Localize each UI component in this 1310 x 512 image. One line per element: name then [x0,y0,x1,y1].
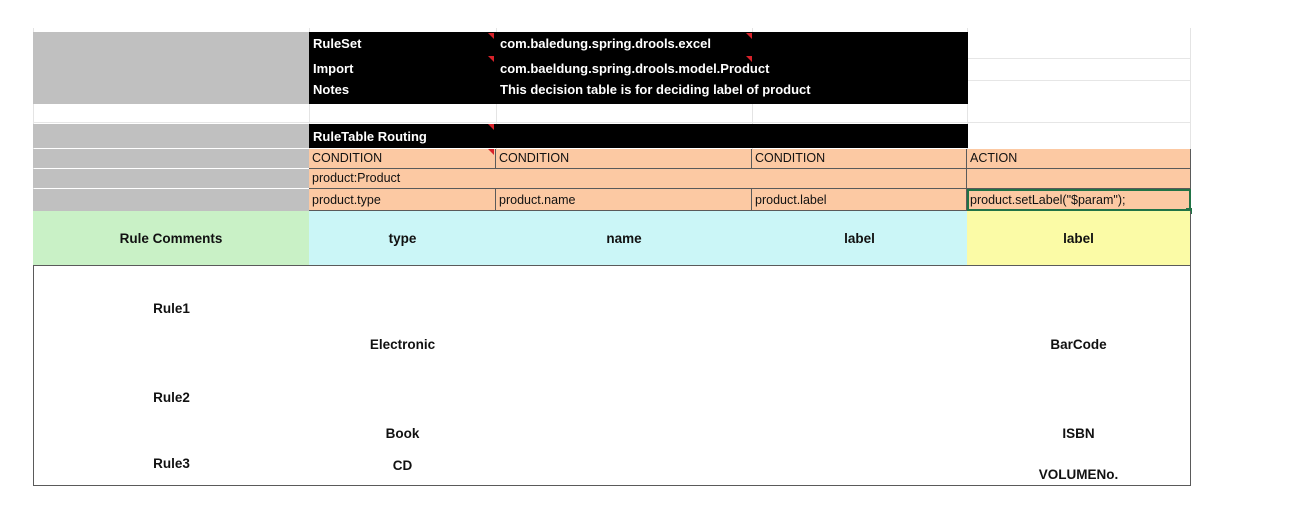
type-cell[interactable] [309,149,496,169]
column-header: type [388,230,417,246]
expression-cell[interactable] [752,189,967,211]
rule-action: BarCode [1050,337,1107,352]
empty-cell[interactable] [752,266,968,356]
expression-cell[interactable] [309,189,496,211]
rule-type-cell[interactable] [309,355,497,446]
comment-indicator-icon[interactable] [746,56,752,62]
column-header-cell[interactable] [967,211,1191,266]
import-value: com.baeldung.spring.drools.model.Product [500,61,770,76]
column-header-cell[interactable] [309,211,497,266]
rule-type-cell[interactable] [309,445,497,486]
rule-name: Rule3 [153,456,190,471]
rule-type-cell[interactable] [309,266,497,356]
rule-action-cell[interactable] [967,355,1191,446]
empty-cell[interactable] [496,445,753,486]
expression-text: product.label [755,193,827,207]
expression-text: product.name [499,193,576,207]
expression-text: product.type [312,193,381,207]
empty-cell[interactable] [496,355,753,446]
column-header-cell[interactable] [752,211,968,266]
ruletable-title-cell[interactable] [309,124,968,148]
type-cell[interactable] [967,149,1191,169]
ruleset-key: RuleSet [313,36,362,51]
type-cell[interactable] [496,149,752,169]
rule-action: VOLUMENo. [1038,467,1119,482]
rule-action: ISBN [1062,426,1095,441]
empty-cell[interactable] [752,355,968,446]
rule-name: Rule2 [153,390,190,405]
row-label-cell[interactable] [33,189,309,211]
import-key: Import [313,61,354,76]
header-key-cell[interactable] [309,55,496,80]
type-label: ACTION [970,151,1018,165]
header-key-cell[interactable] [309,80,496,104]
header-key-cell[interactable] [309,32,496,55]
empty-cell[interactable] [496,266,753,356]
column-header-cell[interactable] [496,211,753,266]
rule-action-cell[interactable] [967,445,1191,486]
comments-header-cell[interactable] [33,211,310,266]
comment-indicator-icon[interactable] [488,33,494,39]
comment-indicator-icon[interactable] [488,56,494,62]
gridline [33,122,1190,123]
expression-text: product.setLabel("$param"); [970,193,1126,207]
column-header: label [1063,230,1094,246]
type-label: CONDITION [755,151,826,165]
empty-cell[interactable] [752,445,968,486]
gridline [968,80,1190,81]
header-value-cell[interactable] [496,32,968,55]
row-label-cell[interactable] [33,169,309,188]
notes-value: This decision table is for deciding label of product [500,82,811,97]
rule-type: Book [385,426,420,441]
rule-type: Electronic [369,337,436,352]
row-label-cell[interactable] [33,124,309,148]
notes-key: Notes [313,82,350,97]
row-label-cell[interactable] [33,32,309,104]
column-header: name [606,230,642,246]
rule-name: Rule1 [153,301,190,316]
gridline [968,58,1190,59]
ruleset-value: com.baledung.spring.drools.excel [500,36,711,51]
type-cell[interactable] [752,149,967,169]
header-value-cell[interactable] [496,55,968,80]
header-value-cell[interactable] [496,80,968,104]
rule-name-cell[interactable] [33,266,310,356]
object-binding-cell[interactable] [309,169,967,189]
ruletable-title: RuleTable Routing [313,129,427,144]
expression-cell-selected[interactable] [967,189,1191,211]
type-label: CONDITION [499,151,570,165]
type-label: CONDITION [312,151,383,165]
expression-cell[interactable] [496,189,752,211]
comment-indicator-icon[interactable] [488,124,494,130]
comments-header: Rule Comments [119,230,223,246]
comment-indicator-icon[interactable] [488,149,494,155]
object-binding: product:Product [312,171,401,185]
row-label-cell[interactable] [33,149,309,168]
empty-cell[interactable] [967,169,1191,189]
rule-type: CD [392,458,413,473]
column-header: label [844,230,875,246]
rule-name-cell[interactable] [33,445,310,486]
comment-indicator-icon[interactable] [746,33,752,39]
rule-action-cell[interactable] [967,266,1191,356]
rule-name-cell[interactable] [33,355,310,446]
